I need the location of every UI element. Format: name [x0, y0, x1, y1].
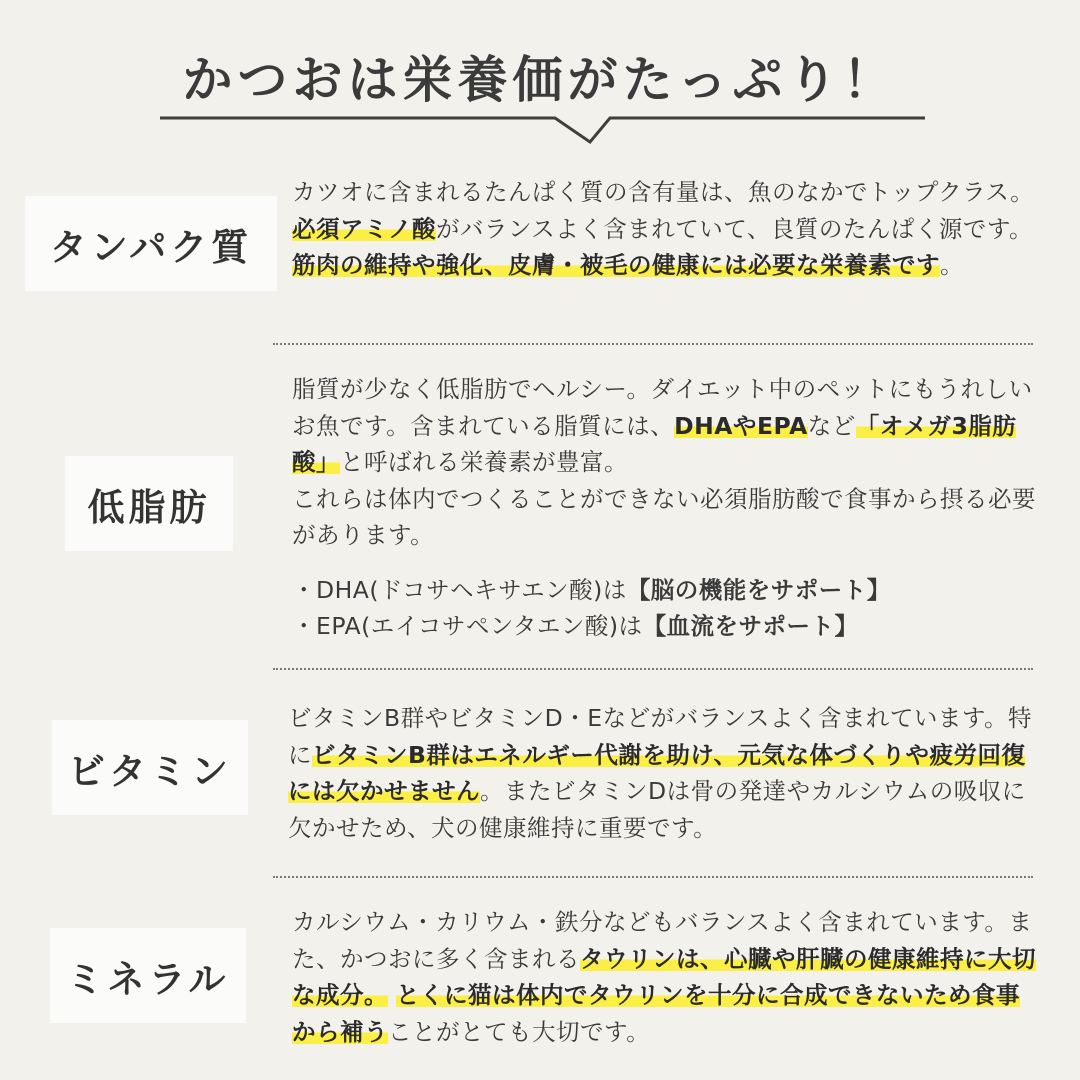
highlighted-text: タウリンは、心臓や肝臓の健康維持に大切な成分。: [292, 944, 1036, 1009]
divider-2: [273, 668, 1033, 670]
body-text: これらは体内でつくることができない必須脂肪酸で食事から摂る必要があります。: [292, 484, 1036, 549]
divider-1: [273, 343, 1033, 345]
body-text: と呼ばれる栄養素が豊富。: [340, 448, 628, 476]
body-text: カツオに含まれるたんぱく質の含有量は、魚のなかでトップクラス。: [292, 178, 1035, 206]
highlighted-text: 「オメガ3脂肪酸」: [292, 411, 1017, 476]
divider-3: [273, 876, 1033, 878]
label-vitamin: [52, 720, 248, 815]
highlighted-text: とくに猫は体内でタウリンを十分に合成できないため食事から補う: [292, 981, 1020, 1046]
body-text: 脂質が少なく低脂肪でヘルシー。ダイエット中のペットにもうれしいお魚です。含まれている脂質には、: [292, 375, 1033, 440]
page-title: かつおは栄養価がたっぷり！: [182, 51, 898, 109]
label-low-fat: [65, 456, 233, 551]
bullet-dha: ・DHA(ドコサヘキサエン酸)は【脳の機能をサポート】: [292, 575, 891, 604]
highlighted-text: DHAやEPA: [674, 411, 808, 440]
body-text: [388, 981, 396, 1009]
label-mineral-text: ミネラル: [66, 957, 230, 1001]
section-vitamin-text: [288, 700, 1040, 846]
body-text: ビタミンB群やビタミンD・Eなどがバランスよく含まれています。特に: [288, 704, 1032, 769]
section-protein-text: [292, 174, 1042, 284]
label-protein: [25, 196, 277, 291]
section-mineral-text: [292, 904, 1042, 1050]
section-low-fat-text: [292, 371, 1042, 645]
title-underline: [160, 108, 925, 148]
highlighted-text: 筋肉の維持や強化、皮膚・被毛の健康には必要な栄養素です: [292, 251, 940, 279]
body-text: ことがとても大切です。: [388, 1017, 651, 1046]
label-low-fat-text: 低脂肪: [87, 485, 211, 529]
body-text: 。またビタミンDは骨の発達やカルシウムの吸収に欠かせため、犬の健康維持に重要です。: [288, 777, 1026, 842]
label-mineral: [50, 928, 246, 1023]
highlighted-text: ビタミンB群はエネルギー代謝を助け、元気な体づくりや疲労回復には欠かせません: [288, 740, 1026, 805]
body-text: など: [807, 411, 856, 440]
label-protein-text: タンパク質: [49, 225, 253, 269]
highlighted-text: 必須アミノ酸: [292, 214, 436, 243]
label-vitamin-text: ビタミン: [68, 749, 232, 793]
body-text: 。: [940, 251, 964, 279]
body-text: カルシウム・カリウム・鉄分などもバランスよく含まれています。また、かつおに多く含まれる: [292, 908, 1033, 973]
bullet-epa: ・EPA(エイコサペンタエン酸)は【血流をサポート】: [292, 612, 859, 640]
body-text: がバランスよく含まれていて、良質のたんぱく源です。: [436, 214, 1033, 243]
